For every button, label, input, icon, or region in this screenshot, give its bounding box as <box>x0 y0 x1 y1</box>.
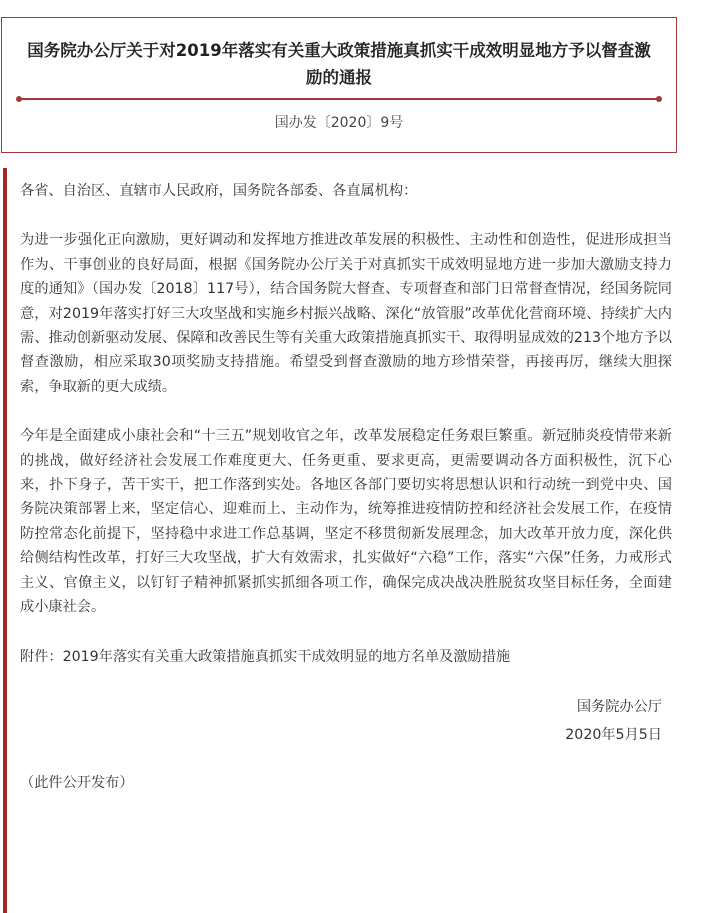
salutation: 各省、自治区、直辖市人民政府，国务院各部委、各直属机构： <box>20 183 418 199</box>
body-paragraph: 为进一步强化正向激励，更好调动和发挥地方推进改革发展的积极性、主动性和创造性，促进形成担当作为、干事创业的良好局面，根据《国务院办公厅关于对真抓实干成效明显地方进一步加大激励支持力度的通知》（国办发〔2018〕117号），结合国务院大督查、专项督查和部门日常督查情况，经国务院同意，对2019年落实打好三大攻坚战和实施乡村振兴战略、深化“放管服”改革优化营商环境、持续扩大内需、推动创新驱动发展、保障和改善民生等有关重大政策措施真抓实干、取得明显成效的213个地方予以督查激励，相应采取30项奖励支持措施。希望受到督查激励的地方珍惜荣誉，再接再厉，继续大胆探索，争取新的更大成绩。 <box>20 232 672 395</box>
title-divider <box>19 98 659 100</box>
left-accent-bar <box>3 168 7 913</box>
document-body <box>20 179 672 795</box>
body-paragraph: 今年是全面建成小康社会和“十三五”规划收官之年，改革发展稳定任务艰巨繁重。新冠肺炎疫情带来新的挑战，做好经济社会发展工作难度更大、任务更重、要求更高，更需要调动各方面积极性，沉下心来，扑下身子，苦干实干，把工作落到实处。各地区各部门要切实将思想认识和行动统一到党中央、国务院决策部署上来，坚定信心、迎难而上、主动作为，统筹推进疫情防控和经济社会发展工作，在疫情防控常态化前提下，坚持稳中求进工作总基调，坚定不移贯彻新发展理念，加大改革开放力度，深化供给侧结构性改革，打好三大攻坚战，扩大有效需求，扎实做好“六稳”工作，落实“六保”任务，力戒形式主义、官僚主义，以钉钉子精神抓紧抓实抓细各项工作，确保完成决战决胜脱贫攻坚目标任务，全面建成小康社会。 <box>20 428 672 616</box>
document-header <box>1 17 677 153</box>
attachment-line: 附件：2019年落实有关重大政策措施真抓实干成效明显的地方名单及激励措施 <box>20 648 511 665</box>
signature-organization: 国务院办公厅 <box>576 698 662 715</box>
signature-block <box>20 693 672 749</box>
signature-date: 2020年5月5日 <box>565 726 662 743</box>
publication-note: （此件公开发布） <box>20 774 134 791</box>
document-title: 国务院办公厅关于对2019年落实有关重大政策措施真抓实干成效明显地方予以督查激励的通报 <box>27 41 651 87</box>
document-number: 国办发〔2020〕9号 <box>274 115 404 131</box>
